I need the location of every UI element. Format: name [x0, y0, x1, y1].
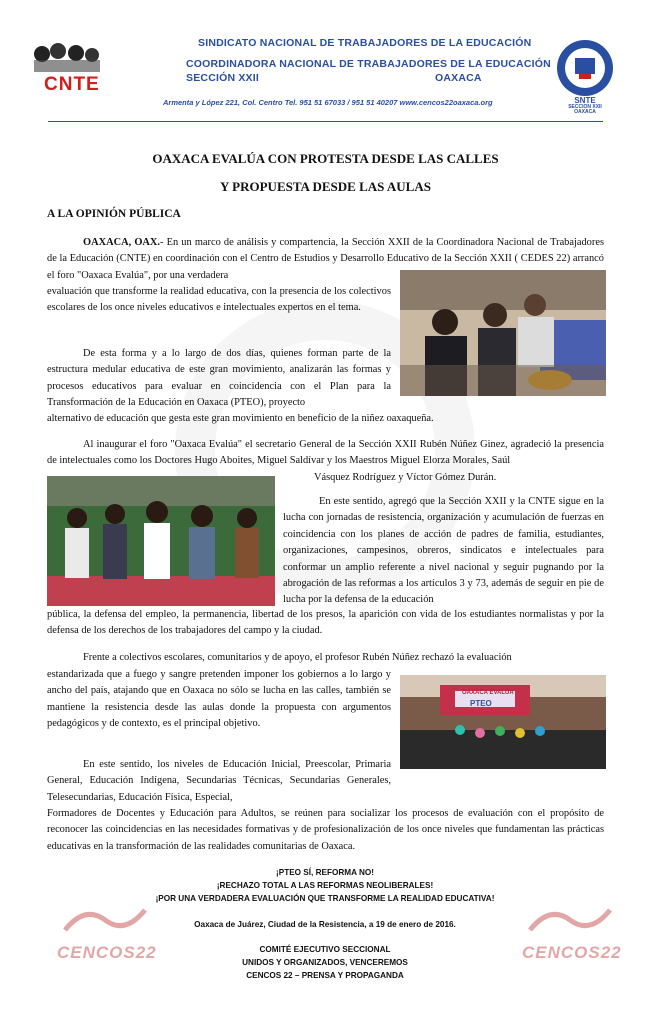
cencos-watermark-right-text: CENCOS22 [522, 943, 622, 962]
paragraph-3b: Vásquez Rodríguez y Víctor Gómez Durán. [314, 472, 497, 483]
snte-seal [555, 38, 615, 114]
paragraph-1a-text: - En un marco de análisis y compartencia, la Sección XXII de la Coordinadora Nacional de Trabajadores de la Educación (CNTE) en coordinación con el Centro de Estudios y Desarrollo Educativo de la Sección XXII ( CEDES 22) arrancó el foro "Oaxaca Evalúa", por una verdadera [47, 237, 604, 281]
stage-banner-title: OAXACA EVALÚA [462, 690, 514, 696]
page-title-line-1: OAXACA EVALÚA CON PROTESTA DESDE LAS CALLES [152, 151, 499, 166]
seal-icon [555, 38, 615, 98]
paragraph-5a: Frente a colectivos escolares, comunitarios y de apoyo, el profesor Rubén Núñez rechazó la evaluación [83, 652, 512, 663]
signature-line-2: UNIDOS Y ORGANIZADOS, VENCEREMOS [242, 958, 408, 967]
paragraph-5b: estandarizada que a fuego y sangre pretenden imponer los gobiernos a lo largo y ancho del país, atajando que en Oaxaca no sólo se lucha en las calles, también se mantiene la resistencia desde las aulas donde la propuesta con argumentos pedagógicos y de contexto, es el principal objetivo. [47, 669, 391, 730]
salutation: A LA OPINIÓN PÚBLICA [47, 208, 181, 220]
slogan-1: ¡PTEO SÍ, REFORMA NO! [276, 868, 374, 877]
seal-text-oaxaca: OAXACA [574, 109, 596, 115]
stage-banner-sub: PTEO [470, 699, 492, 708]
paragraph-4b: pública, la defensa del empleo, la permanencia, libertad de los presos, la aparición con vida de los estudiantes normalistas y por la defensa de los derechos de los trabajadores del campo y la ciudad. [47, 609, 604, 637]
cnte-logo-text: CNTE [44, 74, 100, 95]
paragraph-1-lead: OAXACA, OAX. [83, 237, 161, 248]
seal-text-section: SECCION XXII [568, 104, 602, 110]
slogan-3: ¡POR UNA VERDADERA EVALUACIÓN QUE TRANSFORME LA REALIDAD EDUCATIVA! [155, 894, 495, 903]
signature-line-3: CENCOS 22 – PRENSA Y PROPAGANDA [246, 971, 404, 980]
dateline: Oaxaca de Juárez, Ciudad de la Resistencia, a 19 de enero de 2016. [194, 920, 456, 929]
photo-stage-event [400, 675, 606, 769]
paragraph-6a: En este sentido, los niveles de Educación Inicial, Preescolar, Primaria General, Educación Indígena, Secundarias Técnicas, Secundarias Generales, Telesecundarias, Educación Física, Especial, [47, 759, 391, 803]
header-address: Armenta y López 221, Col. Centro Tel. 951 51 67033 / 951 51 40207 www.cencos22oaxaca.org [163, 98, 493, 107]
photo-audience [47, 476, 275, 606]
paragraph-6b: Formadores de Docentes y Educación para Adultos, se reúnen para socializar los procesos de evaluación con el propósito de reconocer las coincidencias en las necesidades formativas y de profesionalización de los once niveles que fundamentan las prácticas educativas en la transformación de las realidades comunitarias de Oaxaca. [47, 808, 604, 852]
page-title-line-2: Y PROPUESTA DESDE LAS AULAS [220, 179, 431, 194]
cnte-logo [28, 38, 108, 96]
paragraph-2a: De esta forma y a lo largo de dos días, quienes forman parte de la estructura medular educativa de este gran movimiento, analizarán las formas y procesos educativos para evaluar en coincidencia con el Plan para la Transformación de la Educación en Oaxaca (PTEO), proyecto [47, 348, 391, 409]
photo-forum-panel [400, 270, 606, 396]
paragraph-1b: evaluación que transforme la realidad educativa, con la presencia de los colectivos escolares de los once niveles educativos e intelectuales expertos en el tema. [47, 286, 391, 314]
paragraph-2b: alternativo de educación que gesta este gran movimiento en beneficio de la niñez oaxaqueña. [47, 413, 434, 424]
header-divider [48, 121, 603, 122]
paragraph-4a: En este sentido, agregó que la Sección XXII y la CNTE sigue en la lucha con jornadas de resistencia, organización y acumulación de fuerzas en coincidencia con los planes de acción de padres de familia, estudiantes, organizaciones, campesinos, obreros, sindicatos e intelectuales para conformar un amplio referente a nivel nacional y seguir pugnando por la abrogación de las reformas a los artículos 3 y 73, además de seguir en pie de lucha por la defensa de la educación [283, 496, 604, 606]
paragraph-3a: Al inaugurar el foro "Oaxaca Evalúa" el secretario General de la Sección XXII Rubén Núñez Ginez, agradeció la presencia de intelectuales como los Doctores Hugo Aboites, Miguel Saldívar y los Maestros Miguel Elorza Morales, Saúl [47, 439, 604, 467]
header-line-2: COORDINADORA NACIONAL DE TRABAJADORES DE LA EDUCACIÓN [186, 58, 551, 70]
slogan-2: ¡RECHAZO TOTAL A LAS REFORMAS NEOLIBERALES! [216, 881, 434, 890]
header-line-1: SINDICATO NACIONAL DE TRABAJADORES DE LA EDUCACIÓN [198, 37, 532, 49]
header-city: OAXACA [435, 72, 482, 84]
signature-line-1: COMITÉ EJECUTIVO SECCIONAL [259, 945, 391, 954]
seal-text-snte: SNTE [574, 96, 596, 105]
cencos-watermark-left-text: CENCOS22 [57, 943, 157, 962]
header-section: SECCIÓN XXII [186, 72, 259, 84]
